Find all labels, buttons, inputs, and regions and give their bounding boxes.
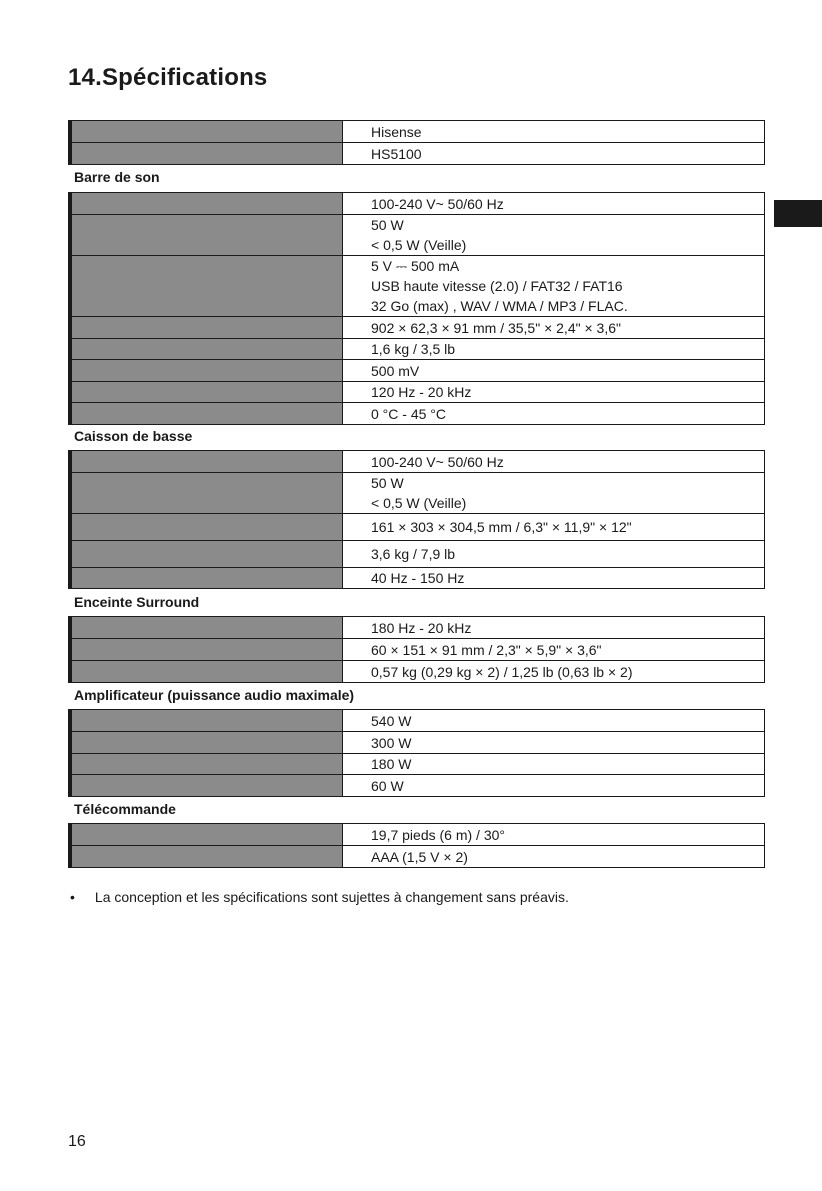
spec-value-cell — [343, 775, 764, 796]
spec-value-line: 0,57 kg (0,29 kg × 2) / 1,25 lb (0,63 lb × 2) — [371, 663, 633, 680]
spec-value-line: 3,6 kg / 7,9 lb — [371, 546, 456, 562]
spec-value-line: 180 W — [371, 756, 412, 772]
spec-label-cell — [69, 360, 343, 381]
spec-value-cell — [343, 732, 764, 753]
spec-value-cell — [343, 617, 764, 638]
spec-value-cell — [343, 360, 764, 381]
footnote — [70, 889, 569, 905]
spec-value-cell — [343, 541, 764, 567]
section-heading-surround: Enceinte Surround — [74, 594, 200, 610]
spec-value-cell — [343, 710, 764, 731]
spec-label-cell — [69, 617, 343, 638]
bullet-icon: • — [70, 889, 75, 905]
spec-value-line: 32 Go (max) , WAV / WMA / MP3 / FLAC. — [371, 298, 628, 314]
table-row — [69, 142, 764, 164]
table-row — [69, 192, 764, 214]
spec-value-line: 100-240 V~ 50/60 Hz — [371, 453, 504, 470]
spec-value-cell — [343, 143, 764, 164]
spec-label-cell — [69, 710, 343, 731]
spec-value-cell — [343, 193, 764, 214]
spec-value-cell — [343, 754, 764, 774]
spec-label-cell — [69, 824, 343, 845]
spec-table-remote — [68, 823, 765, 868]
table-row — [69, 774, 764, 796]
spec-table-general — [68, 120, 765, 165]
section-heading-remote: Télécommande — [74, 801, 176, 817]
spec-label-cell — [69, 732, 343, 753]
spec-value-line: 40 Hz - 150 Hz — [371, 570, 465, 586]
section-heading-subwoofer: Caisson de basse — [74, 428, 193, 444]
spec-label-cell — [69, 846, 343, 867]
spec-value-line: 60 W — [371, 777, 404, 794]
spec-value-cell — [343, 317, 764, 338]
spec-label-cell — [69, 568, 343, 588]
table-row — [69, 120, 764, 142]
table-row — [69, 359, 764, 381]
spec-label-cell — [69, 317, 343, 338]
spec-table-soundbar — [68, 192, 765, 425]
table-row — [69, 709, 764, 731]
table-row — [69, 567, 764, 588]
spec-value-line: HS5100 — [371, 145, 422, 162]
spec-label-cell — [69, 473, 343, 513]
table-row — [69, 660, 764, 682]
spec-value-line: 0 °C - 45 °C — [371, 405, 446, 422]
spec-label-cell — [69, 339, 343, 359]
spec-value-cell — [343, 382, 764, 402]
spec-value-line: 180 Hz - 20 kHz — [371, 619, 472, 636]
spec-label-cell — [69, 193, 343, 214]
spec-value-line: 60 × 151 × 91 mm / 2,3" × 5,9" × 3,6" — [371, 641, 602, 658]
spec-value-cell — [343, 215, 764, 255]
table-row — [69, 402, 764, 424]
spec-label-cell — [69, 451, 343, 472]
spec-value-line: 902 × 62,3 × 91 mm / 35,5" × 2,4" × 3,6" — [371, 319, 621, 336]
spec-value-cell — [343, 256, 764, 316]
spec-value-cell — [343, 339, 764, 359]
spec-table-subwoofer — [68, 450, 765, 589]
spec-value-cell — [343, 473, 764, 513]
spec-table-surround — [68, 616, 765, 683]
spec-value-cell — [343, 403, 764, 424]
table-row — [69, 616, 764, 638]
chapter-tab-marker — [774, 200, 822, 227]
spec-value-cell — [343, 568, 764, 588]
spec-label-cell — [69, 143, 343, 164]
spec-value-line: < 0,5 W (Veille) — [371, 237, 467, 253]
spec-table-amplifier — [68, 709, 765, 797]
spec-label-cell — [69, 639, 343, 660]
table-row — [69, 540, 764, 567]
table-row — [69, 450, 764, 472]
spec-value-line: AAA (1,5 V × 2) — [371, 848, 468, 865]
spec-label-cell — [69, 215, 343, 255]
spec-value-cell — [343, 451, 764, 472]
spec-label-cell — [69, 541, 343, 567]
spec-label-cell — [69, 514, 343, 540]
spec-value-line: 120 Hz - 20 kHz — [371, 384, 472, 400]
spec-value-line: 161 × 303 × 304,5 mm / 6,3" × 11,9" × 12" — [371, 519, 632, 535]
table-row — [69, 381, 764, 402]
spec-label-cell — [69, 661, 343, 682]
spec-label-cell — [69, 775, 343, 796]
spec-value-cell — [343, 846, 764, 867]
spec-label-cell — [69, 382, 343, 402]
spec-value-line: 50 W — [371, 475, 404, 491]
spec-value-line: 1,6 kg / 3,5 lb — [371, 341, 456, 357]
spec-label-cell — [69, 256, 343, 316]
spec-value-line: 5 V ⎓ 500 mA — [371, 258, 460, 274]
spec-value-line: < 0,5 W (Veille) — [371, 495, 467, 511]
table-row — [69, 472, 764, 513]
spec-value-line: USB haute vitesse (2.0) / FAT32 / FAT16 — [371, 278, 623, 294]
spec-value-cell — [343, 824, 764, 845]
page-number: 16 — [68, 1133, 86, 1150]
page-title: 14.Spécifications — [68, 64, 268, 91]
section-heading-soundbar: Barre de son — [74, 169, 160, 185]
spec-value-line: 100-240 V~ 50/60 Hz — [371, 195, 504, 212]
spec-value-cell — [343, 639, 764, 660]
spec-value-line: 540 W — [371, 712, 412, 729]
spec-label-cell — [69, 121, 343, 142]
table-row — [69, 255, 764, 316]
table-row — [69, 753, 764, 774]
spec-value-cell — [343, 514, 764, 540]
spec-value-line: 500 mV — [371, 362, 420, 379]
spec-label-cell — [69, 403, 343, 424]
section-heading-amplifier: Amplificateur (puissance audio maximale) — [74, 687, 355, 703]
table-row — [69, 316, 764, 338]
table-row — [69, 214, 764, 255]
spec-label-cell — [69, 754, 343, 774]
spec-value-line: 300 W — [371, 734, 412, 751]
table-row — [69, 823, 764, 845]
spec-value-line: 50 W — [371, 217, 404, 233]
table-row — [69, 638, 764, 660]
spec-value-cell — [343, 121, 764, 142]
table-row — [69, 513, 764, 540]
spec-value-cell — [343, 661, 764, 682]
table-row — [69, 731, 764, 753]
table-row — [69, 338, 764, 359]
spec-value-line: 19,7 pieds (6 m) / 30° — [371, 826, 505, 843]
table-row — [69, 845, 764, 867]
spec-value-line: Hisense — [371, 123, 422, 140]
footnote-text: La conception et les spécifications sont sujettes à changement sans préavis. — [94, 889, 569, 905]
